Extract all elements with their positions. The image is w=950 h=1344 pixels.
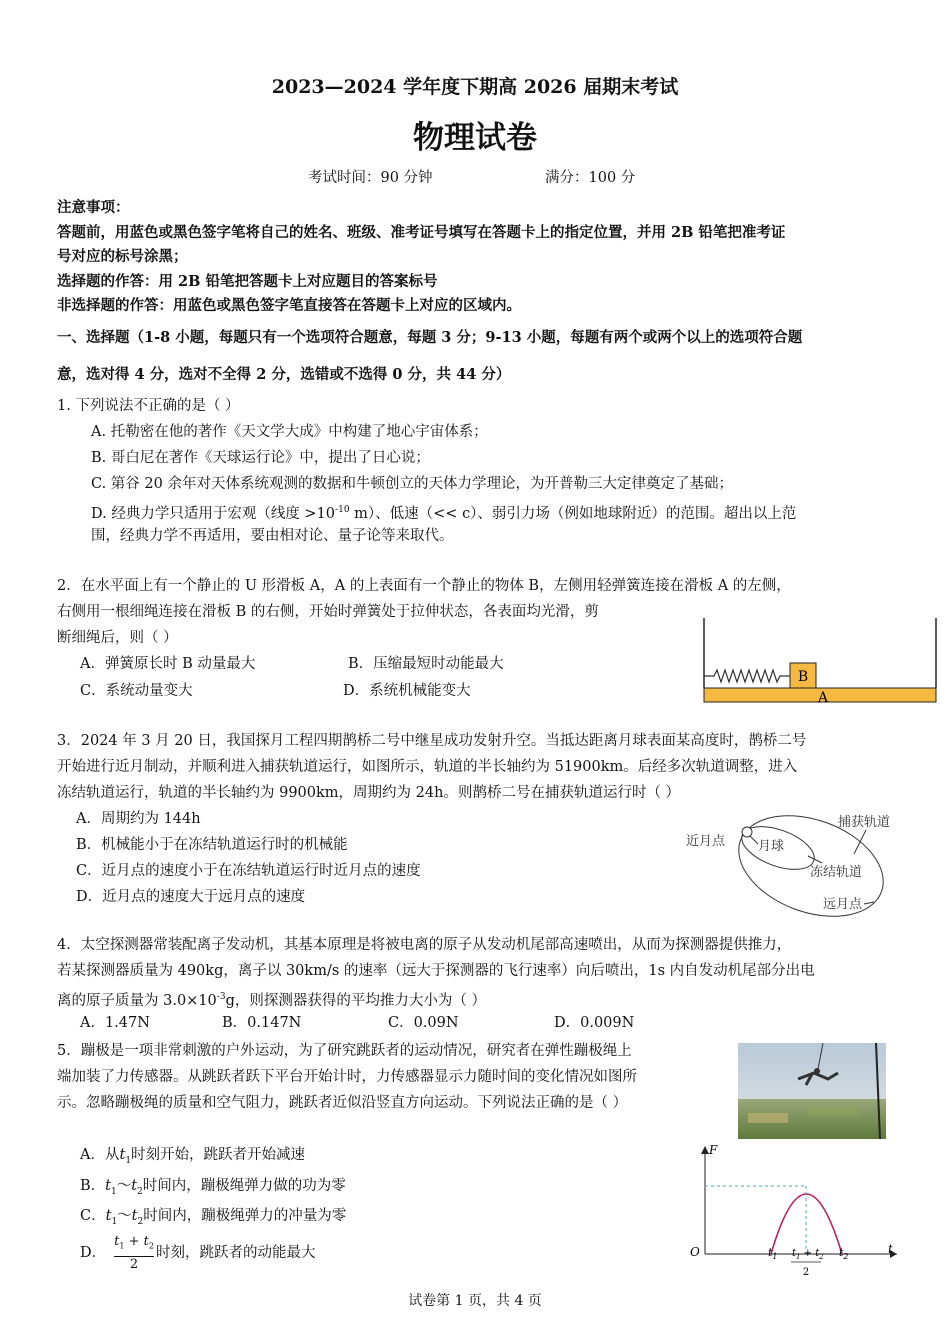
board-a-label: A <box>817 690 829 706</box>
spring <box>704 670 790 682</box>
q4-option-a: A．1.47N <box>80 1015 150 1031</box>
q4-stem: 若某探测器质量为 490kg，离子以 30km/s 的速率（远大于探测器的飞行速率）向后喷出，1s 内自发动机尾部分出电 <box>57 963 815 979</box>
q2-figure <box>700 612 940 706</box>
q5-option-c: C．$t_1\sim t_2$时间内，蹦极绳弹力的冲量为零 <box>80 1208 347 1227</box>
notice-heading: 注意事项： <box>57 199 130 216</box>
full-score: 满分：100 分 <box>545 170 636 186</box>
section-heading: 意，选对得 4 分，选对不全得 2 分，选错或不选得 0 分，共 44 分） <box>57 366 511 383</box>
q3-option-a: A．周期约为 144h <box>76 811 201 827</box>
q3-stem: 3．2024 年 3 月 20 日，我国探月工程四期鹊桥二号中继星成功发射升空。当抵达距离月球表面某高度时，鹊桥二号 <box>57 733 807 749</box>
q1-option-d: D. 经典力学只适用于宏观（线度 $>10^{-10}$ m）、低速（<< c）、弱引力场（例如地球附近）的范围。超出以上范 <box>91 505 797 522</box>
q1-option-d-cont: 围，经典力学不再适用，要由相对论、量子论等来取代。 <box>91 528 454 544</box>
page-footer: 试卷第 1 页，共 4 页 <box>408 1293 542 1309</box>
q3-stem: 开始进行近月制动，并顺利进入捕获轨道运行，如图所示，轨道的半长轴约为 51900km。后经多次轨道调整，进入 <box>57 759 798 775</box>
force-time-graph <box>685 1138 905 1286</box>
mid-tick-denominator: 2 <box>802 1267 810 1278</box>
origin-label: O <box>690 1245 700 1259</box>
notice-line: 答题前，用蓝色或黑色签字笔将自己的姓名、班级、准考证号填写在答题卡上的指定位置，并用 2B 铅笔把准考证 <box>57 224 786 241</box>
section-heading: 一、选择题（1-8 小题，每题只有一个选项符合题意，每题 3 分；9-13 小题，每题有两个或两个以上的选项符合题 <box>57 329 803 346</box>
q5-option-d-fraction: $t_1 + t_2$ 2 <box>114 1234 154 1272</box>
q4-option-b: B．0.147N <box>222 1015 302 1031</box>
q5-option-b: B．$t_1\sim t_2$时间内，蹦极绳弹力做的功为零 <box>80 1178 346 1197</box>
q5-option-d: 时刻，跳跃者的动能最大 <box>156 1245 316 1261</box>
q5-stem: 端加装了力传感器。从跳跃者跃下平台开始计时，力传感器显示力随时间的变化情况如图所 <box>57 1069 637 1085</box>
moon-label: 月球 <box>758 839 785 854</box>
q5-option-a: A．从$t_1$时刻开始，跳跃者开始减速 <box>80 1147 306 1166</box>
q5-option-d-label: D． <box>80 1245 107 1261</box>
q4-option-c: C．0.09N <box>388 1015 459 1031</box>
perilune-label: 近月点 <box>686 834 726 849</box>
q1-option-c: C. 第谷 20 余年对天体系统观测的数据和牛顿创立的天体力学理论，为开普勒三大定律奠定了基础； <box>91 476 733 492</box>
q1-option-b: B. 哥白尼在著作《天球运行论》中，提出了日心说； <box>91 450 430 466</box>
apolune-label: 远月点 <box>823 897 863 912</box>
notice-line: 选择题的作答：用 2B 铅笔把答题卡上对应题目的答案标号 <box>57 273 438 290</box>
t2-tick-label: $t_2$ <box>839 1246 849 1261</box>
q2-option-a: A．弹簧原长时 B 动量最大 <box>80 656 256 672</box>
t-axis-label: t <box>888 1242 893 1256</box>
q4-option-d: D．0.009N <box>554 1015 635 1031</box>
q3-option-c: C．近月点的速度小于在冻结轨道运行时近月点的速度 <box>76 863 421 879</box>
subject-title: 物理试卷 <box>413 120 537 156</box>
notice-line: 非选择题的作答：用蓝色或黑色签字笔直接答在答题卡上对应的区域内。 <box>57 297 521 314</box>
q2-stem: 2．在水平面上有一个静止的 U 形滑板 A，A 的上表面有一个静止的物体 B，左侧用轻弹簧连接在滑板 A 的左侧， <box>57 578 791 594</box>
exam-title: 2023—2024 学年度下期高 2026 届期末考试 <box>271 76 679 98</box>
exam-time: 考试时间：90 分钟 <box>308 170 433 186</box>
q5-stem: 5．蹦极是一项非常刺激的户外运动，为了研究跳跃者的运动情况，研究者在弹性蹦极绳上 <box>57 1043 632 1059</box>
t1-tick-label: $t_1$ <box>768 1246 778 1261</box>
q2-option-b: B．压缩最短时动能最大 <box>348 656 504 672</box>
q2-stem: 断细绳后，则（ ） <box>57 630 178 646</box>
q3-orbit-figure <box>680 808 910 920</box>
frozen-orbit-label: 冻结轨道 <box>810 865 863 880</box>
moon <box>742 827 752 837</box>
mid-tick-label: $t_1 + t_2$ <box>792 1248 824 1261</box>
q2-stem: 右侧用一根细绳连接在滑板 B 的右侧，开始时弹簧处于拉伸状态，各表面均光滑，剪 <box>57 604 599 620</box>
q5-stem: 示。忽略蹦极绳的质量和空气阻力，跳跃者近似沿竖直方向运动。下列说法正确的是（ ） <box>57 1095 628 1111</box>
notice-line: 号对应的标号涂黑； <box>57 248 188 265</box>
q1-stem: 1. 下列说法不正确的是（ ） <box>57 398 240 414</box>
q2-option-d: D．系统机械能变大 <box>343 683 471 699</box>
capture-orbit-label: 捕获轨道 <box>838 815 891 830</box>
f-axis-label: F <box>709 1143 718 1157</box>
q3-stem: 冻结轨道运行，轨道的半长轴约为 9900km，周期约为 24h。则鹊桥二号在捕获轨道运行时（ ） <box>57 785 681 801</box>
block-b-label: B <box>797 669 809 685</box>
q3-option-d: D．近月点的速度大于远月点的速度 <box>76 889 306 905</box>
q3-option-b: B．机械能小于在冻结轨道运行时的机械能 <box>76 837 348 853</box>
q1-option-a: A. 托勒密在他的著作《天文学大成》中构建了地心宇宙体系； <box>91 424 488 440</box>
q4-stem: 4．太空探测器常装配离子发动机，其基本原理是将被电离的原子从发动机尾部高速喷出，从而为探测器提供推力， <box>57 937 792 953</box>
q4-stem: 离的原子质量为 $3.0\times 10^{-3}g$，则探测器获得的平均推力大小为（ ） <box>57 992 486 1009</box>
q2-option-c: C．系统动量变大 <box>80 683 193 699</box>
bungee-photo <box>738 1043 886 1139</box>
